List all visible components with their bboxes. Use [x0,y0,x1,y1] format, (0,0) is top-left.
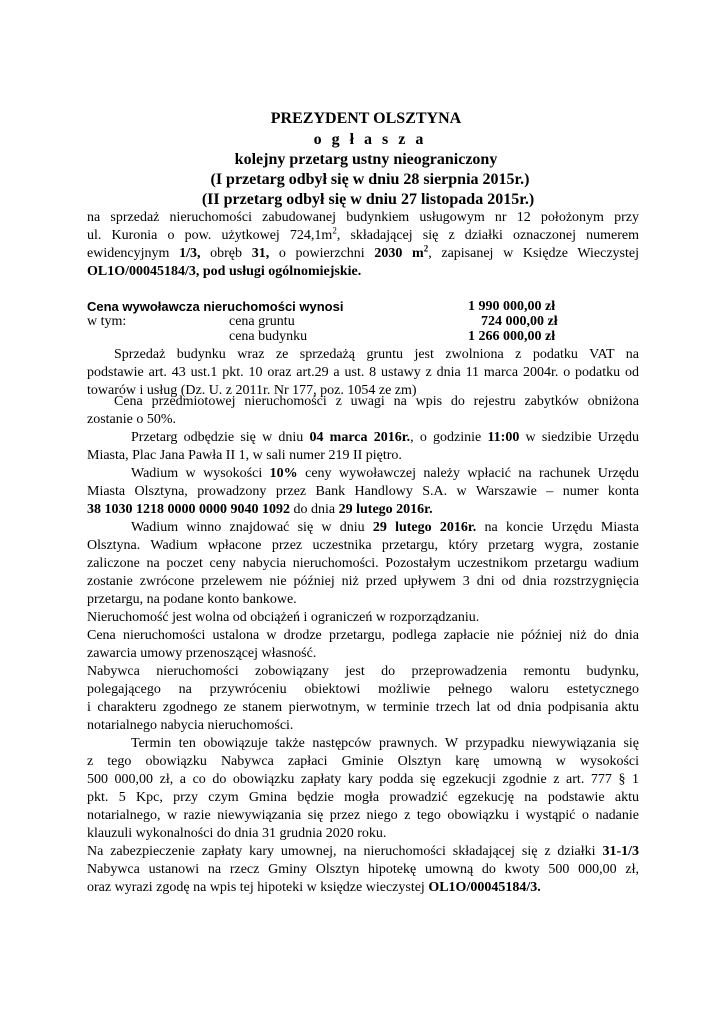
encumbrance-line: Nieruchomość jest wolna od obciążeń i ograniczeń w rozporządzaniu. [87,610,480,625]
second-tender-note: (II przetarg odbył się w dniu 27 listopada 2015r.) [201,191,535,208]
ground-price-value: 724 000,00 zł [481,314,558,329]
penalty-line-5: notarialnego, w razie niewywiązania się przez niego z tego obowiązku i wystąpić o nadanie [87,808,639,823]
deposit-terms-line-3: zaliczone na poczet ceny nabycia nieruchomości. Pozostałym uczestnikom przetargu wadium [87,556,639,571]
discount-line-1: Cena przedmiotowej nieruchomości z uwagi na wpis do rejestru zabytków obniżona [114,394,639,409]
mortgage-line-3: oraz wyrazi zgodę na wpis tej hipoteki w księdze wieczystej OL1O/00045184/3. [87,880,541,895]
penalty-line-4: pkt. 5 Kpc, przy czym Gmina będzie mogła prowadzić egzekucję na podstawie aktu [87,790,639,805]
ground-price-label: cena gruntu [229,314,295,329]
penalty-line-2: z tego obowiązku Nabywca zapłaci Gminie Olsztyn karę umowną w wysokości [87,754,639,769]
deposit-terms-line-4: zostanie zwrócone przelewem nie później niż przed upływem 3 dni od dnia rozstrzygnięcia [87,574,639,589]
price-label: Cena wywoławcza nieruchomości wynosi [87,299,344,314]
renovation-line-3: i charakteru zgodnego ze stanem pierwotnym, w terminie trzech lat od dnia podpisania aktu [87,700,639,715]
mortgage-line-2: Nabywca ustanowi na rzecz Gminy Olsztyn hipotekę umowną do kwoty 500 000,00 zł, [87,862,639,877]
discount-line-2: zostanie o 50%. [87,412,177,427]
deposit-line-1: Wadium w wysokości 10% ceny wywoławczej należy wpłacić na rachunek Urzędu [131,466,639,481]
renovation-line-2: polegającego na przywróceniu obiektowi możliwie pełnego waloru estetycznego [87,682,639,697]
deposit-terms-line-5: przetargu, na podane konto bankowe. [87,592,297,607]
deposit-terms-line-1: Wadium winno znajdować się w dniu 29 lutego 2016r. na koncie Urzędu Miasta [131,520,640,535]
payment-line-2: zawarcia umowy przenoszącej własność. [87,646,317,661]
penalty-line-6: klauzuli wykonalności do dnia 31 grudnia 2020 roku. [87,826,387,841]
intro-line-1: na sprzedaż nieruchomości zabudowanej budynkiem usługowym nr 12 położonym przy [87,210,639,225]
announces-heading: o g ł a s z a [313,131,427,148]
first-tender-note: (I przetarg odbył się w dniu 28 sierpnia 2015r.) [210,171,530,188]
vat-line-3: towarów i usług (Dz. U. z 2011r. Nr 177, poz. 1054 ze zm) [87,383,417,398]
penalty-line-1: Termin ten obowiązuje także następców prawnych. W przypadku niewywiązania się [131,736,639,751]
tender-title: kolejny przetarg ustny nieograniczony [234,151,498,168]
mortgage-line-1: Na zabezpieczenie zapłaty kary umownej, na nieruchomości składającej się z działki 31-1/3 [87,844,639,859]
intro-line-2: ul. Kuronia o pow. użytkowej $724,1m^2$, składającej się z działki oznaczonej numerem [87,225,639,243]
issuer-heading: PREZYDENT OLSZTYNA [270,110,462,127]
renovation-line-1: Nabywca nieruchomości zobowiązany jest do przeprowadzenia remontu budynku, [87,664,639,679]
price-total: 1 990 000,00 zł [468,299,556,314]
building-price-value: 1 266 000,00 zł [468,329,556,344]
intro-line-4: OL1O/00045184/3, pod usługi ogólnomiejskie. [87,264,362,279]
deposit-line-3: 38 1030 1218 0000 0000 9040 1092 do dnia 29 lutego 2016r. [87,502,433,517]
vat-line-1: Sprzedaż budynku wraz ze sprzedażą gruntu jest zwolniona z podatku VAT na [114,347,639,362]
renovation-line-4: notarialnego nabycia nieruchomości. [87,718,294,733]
deposit-line-2: Miasta Olsztyna, prowadzony przez Bank Handlowy S.A. w Warszawie – numer konta [87,484,639,499]
deposit-terms-line-2: Olsztyna. Wadium wpłacone przez uczestnika przetargu, który przetarg wygra, zostanie [87,538,639,553]
auction-date-line-1: Przetarg odbędzie się w dniu 04 marca 2016r., o godzinie 11:00 w siedzibie Urzędu [131,430,640,445]
intro-line-3: ewidencyjnym 1/3, obręb 31, o powierzchni 2030 $m^2$, zapisanej w Księdze Wieczystej [87,243,640,261]
penalty-line-3: 500 000,00 zł, a co do obowiązku zapłaty kary podda się egzekucji zgodnie z art. 777 § 1 [87,772,639,787]
price-breakdown-label: w tym: [87,314,127,329]
building-price-label: cena budynku [229,329,308,344]
vat-line-2: podstawie art. 43 ust.1 pkt. 10 oraz art.29 a ust. 8 ustawy z dnia 11 marca 2004r. o podatku od [87,365,639,380]
payment-line-1: Cena nieruchomości ustalona w drodze przetargu, podlega zapłacie nie później niż do dnia [87,628,639,643]
auction-date-line-2: Miasta, Plac Jana Pawła II 1, w sali numer 219 II piętro. [87,448,402,463]
